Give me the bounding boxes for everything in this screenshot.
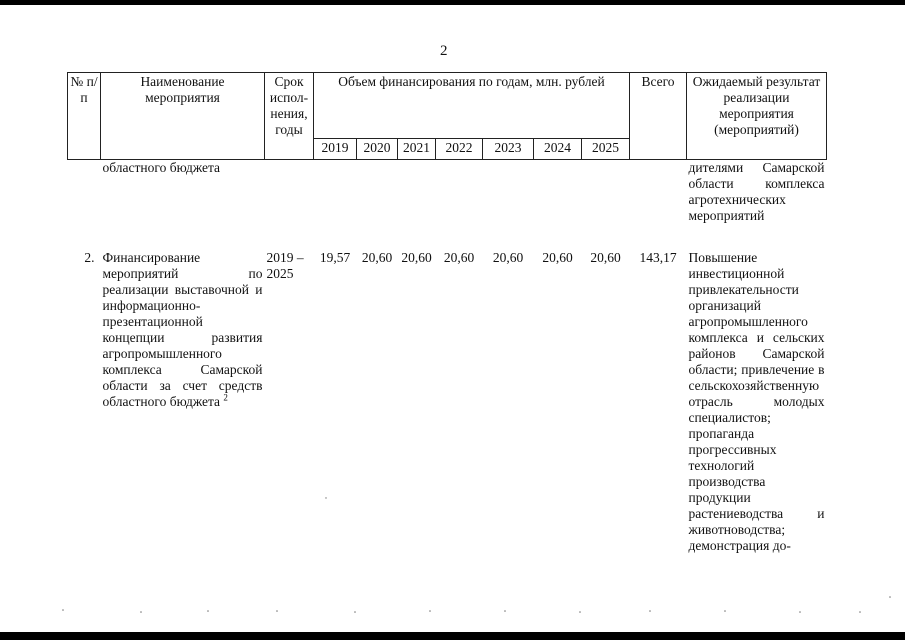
header-year: 2022 xyxy=(436,139,483,160)
top-scan-border xyxy=(0,0,905,5)
footnote-marker: 2 xyxy=(223,392,228,402)
value-cell: 20,60 xyxy=(443,249,475,265)
header-year: 2023 xyxy=(483,139,534,160)
value-cell: 20,60 xyxy=(590,249,621,265)
value-cell: 20,60 xyxy=(492,249,524,265)
row-term: 2019 – 2025 xyxy=(266,249,304,281)
header-total: Всего xyxy=(630,73,687,160)
value-cell: 20,60 xyxy=(361,249,393,265)
bottom-scan-border xyxy=(0,632,905,640)
value-cell: 20,60 xyxy=(542,249,573,265)
row-total: 143,17 xyxy=(639,249,677,265)
row-name xyxy=(101,250,265,554)
header-year: 2024 xyxy=(534,139,582,160)
value-cell: 20,60 xyxy=(401,249,432,265)
header-name: Наименование мероприятия xyxy=(101,73,265,160)
table-row xyxy=(68,250,827,554)
row-result: Повышение инвестиционной привлекательности организаций агропромышленного комплекса и сельских районов Самарской области; привлечение в сельскохозяйственную отрасль молодых специалистов; пропаганда прогрессивных технологий производства продукции растениеводства и животноводства; демонстрация до- xyxy=(688,249,825,553)
funding-table xyxy=(67,72,827,554)
continuation-row xyxy=(68,160,827,250)
cont-result: дителями Самарской области комплекса агротехнических мероприятий xyxy=(688,160,825,223)
header-year: 2025 xyxy=(582,139,630,160)
header-year: 2021 xyxy=(398,139,436,160)
header-year: 2019 xyxy=(314,139,357,160)
page-number: 2 xyxy=(440,43,448,59)
header-term: Срок испол-нения, годы xyxy=(265,73,314,160)
header-result: Ожидаемый результат реализации мероприятия (мероприятий) xyxy=(687,73,827,160)
row-num: 2. xyxy=(84,249,95,265)
cont-num xyxy=(68,160,101,250)
header-year: 2020 xyxy=(357,139,398,160)
header-funding: Объем финансирования по годам, млн. рублей xyxy=(314,73,630,139)
row-name-text: Финансирование мероприятий по реализации выставочной и информационно-презентационной концепции развития агропромышленного комплекса Самарской области за счет средств областного бюджета xyxy=(102,249,263,409)
value-cell: 19,57 xyxy=(319,249,351,265)
header-num: № п/п xyxy=(68,73,101,160)
cont-name: областного бюджета xyxy=(102,160,221,175)
